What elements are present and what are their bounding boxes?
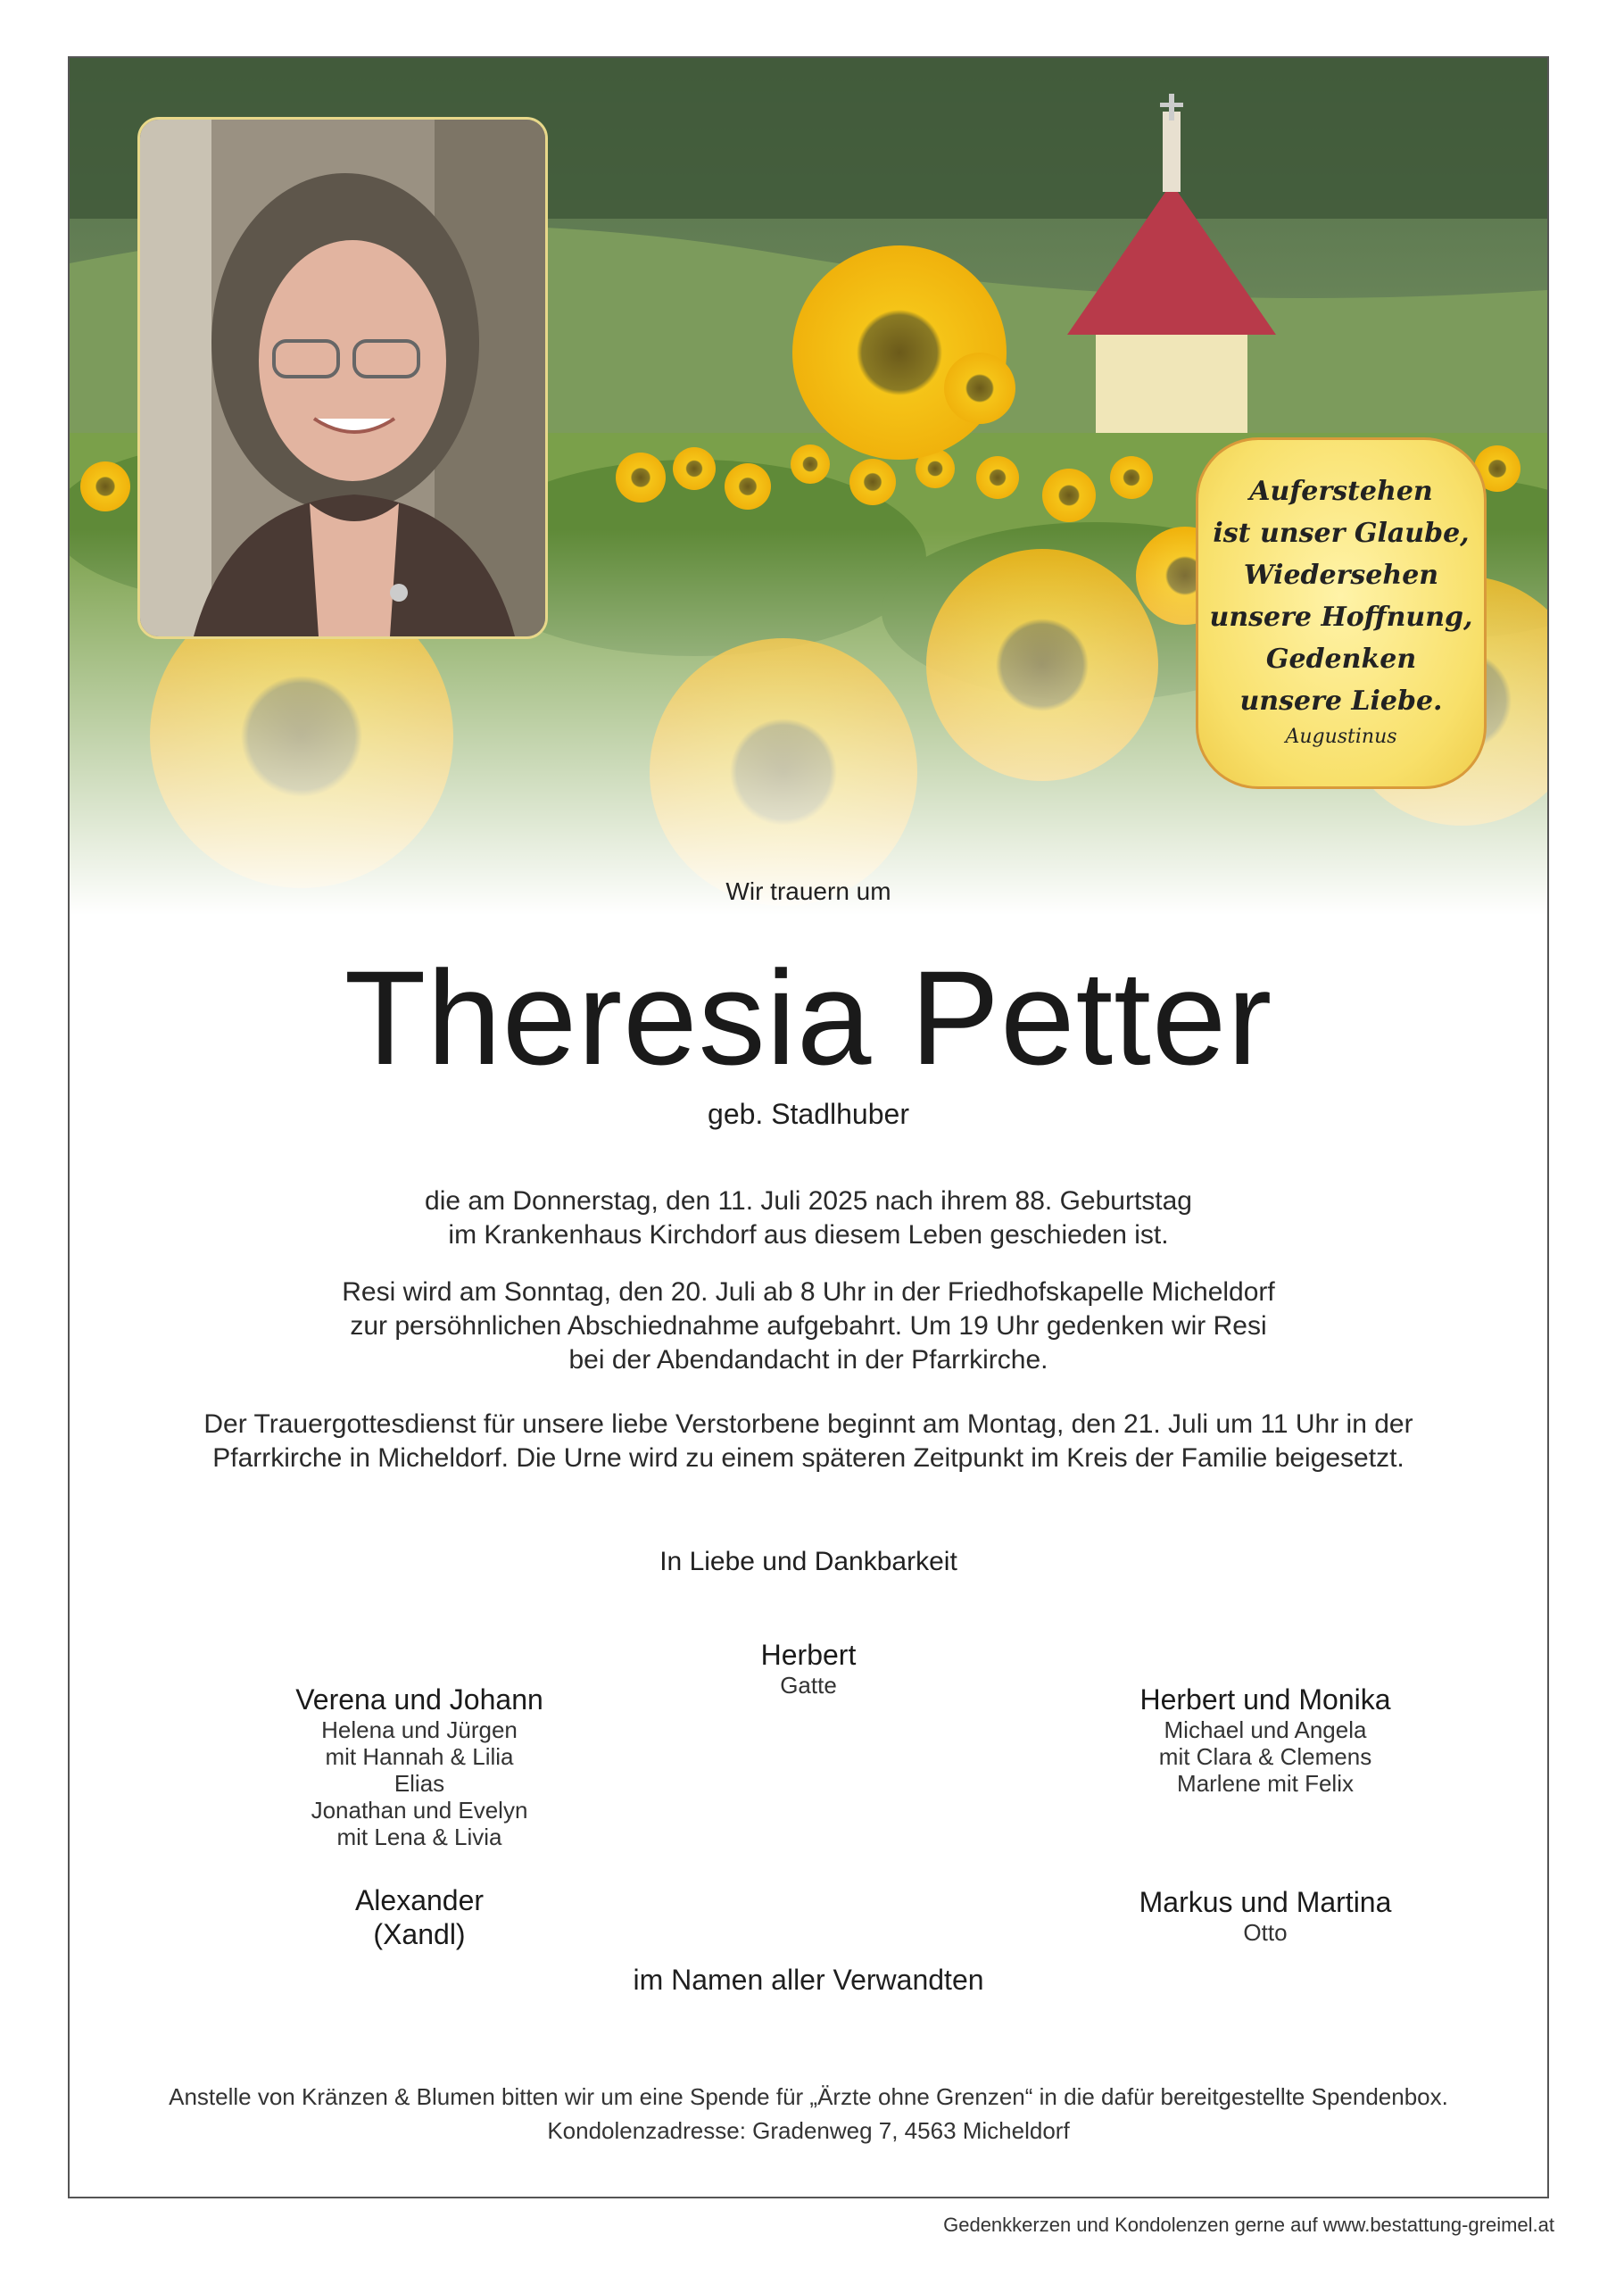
text-line: Anstelle von Kränzen & Blumen bitten wir um eine Spende für „Ärzte ohne Grenzen“ in die dafür bereitgestellte Spendenbox. (169, 2083, 1448, 2110)
family-head: Herbert und Monika (1139, 1683, 1391, 1716)
family-member: Elias (394, 1770, 445, 1797)
family-head: Herbert (760, 1639, 857, 1671)
quote-author: Augustinus (1285, 726, 1397, 748)
quote-line: unsere Liebe. (1239, 686, 1443, 717)
quote-line: Wiedersehen (1243, 560, 1439, 591)
intro-text: Wir trauern um (725, 877, 891, 905)
text-line: die am Donnerstag, den 11. Juli 2025 nach ihrem 88. Geburtstag (425, 1186, 1192, 1216)
quote-line: ist unser Glaube, (1213, 518, 1470, 549)
family-member: Otto (1243, 1919, 1288, 1946)
family-head: Verena und Johann (295, 1683, 543, 1716)
quote-line: Auferstehen (1249, 476, 1433, 507)
family-member: mit Hannah & Lilia (325, 1743, 514, 1770)
portrait-photo (137, 117, 548, 639)
quote-box (1196, 437, 1487, 789)
text-line: Kondolenzadresse: Gradenweg 7, 4563 Micheldorf (547, 2117, 1070, 2144)
text-line: Pfarrkirche in Micheldorf. Die Urne wird zu einem späteren Zeitpunkt im Kreis der Familie beigesetzt. (212, 1443, 1404, 1473)
family-right-2 (1015, 1885, 1515, 1946)
footer-website[interactable]: Gedenkkerzen und Kondolenzen gerne auf www.bestattung-greimel.at (943, 2214, 1554, 2236)
family-right (1015, 1683, 1515, 1797)
family-member: Marlene mit Felix (1177, 1770, 1354, 1797)
donation-note (70, 2080, 1547, 2148)
family-head: Alexander (354, 1884, 485, 1916)
family-member: Gatte (780, 1672, 837, 1699)
family-member: Helena und Jürgen (321, 1716, 518, 1743)
gratitude-heading: In Liebe und Dankbarkeit (659, 1547, 957, 1576)
relatives-line: im Namen aller Verwandten (633, 1964, 984, 1996)
deceased-name: Theresia Petter (344, 943, 1273, 1093)
death-paragraph (70, 1184, 1547, 1252)
text-line: im Krankenhaus Kirchdorf aus diesem Leben geschieden ist. (448, 1220, 1169, 1250)
family-left-2 (170, 1883, 669, 1951)
text-line: bei der Abendandacht in der Pfarrkirche. (568, 1345, 1048, 1375)
text-line: zur persöhnlichen Abschiednahme aufgebahrt. Um 19 Uhr gedenken wir Resi (350, 1311, 1267, 1341)
family-member: mit Lena & Livia (336, 1824, 502, 1850)
family-member: mit Clara & Clemens (1158, 1743, 1372, 1770)
quote-line: Gedenken (1265, 644, 1417, 675)
family-head: (Xandl) (373, 1918, 466, 1950)
family-left (170, 1683, 669, 1850)
viewing-paragraph (70, 1275, 1547, 1377)
funeral-paragraph (70, 1408, 1547, 1475)
family-head: Markus und Martina (1139, 1886, 1392, 1918)
family-member: Michael und Angela (1164, 1716, 1367, 1743)
obituary-card (68, 56, 1549, 2198)
text-line: Resi wird am Sonntag, den 20. Juli ab 8 Uhr in der Friedhofskapelle Micheldorf (342, 1277, 1275, 1307)
quote-line: unsere Hoffnung, (1209, 602, 1473, 633)
birth-name: geb. Stadlhuber (708, 1098, 909, 1130)
text-line: Der Trauergottesdienst für unsere liebe Verstorbene beginnt am Montag, den 21. Juli um 11 Uhr in der (203, 1409, 1413, 1439)
family-member: Jonathan und Evelyn (311, 1797, 528, 1824)
